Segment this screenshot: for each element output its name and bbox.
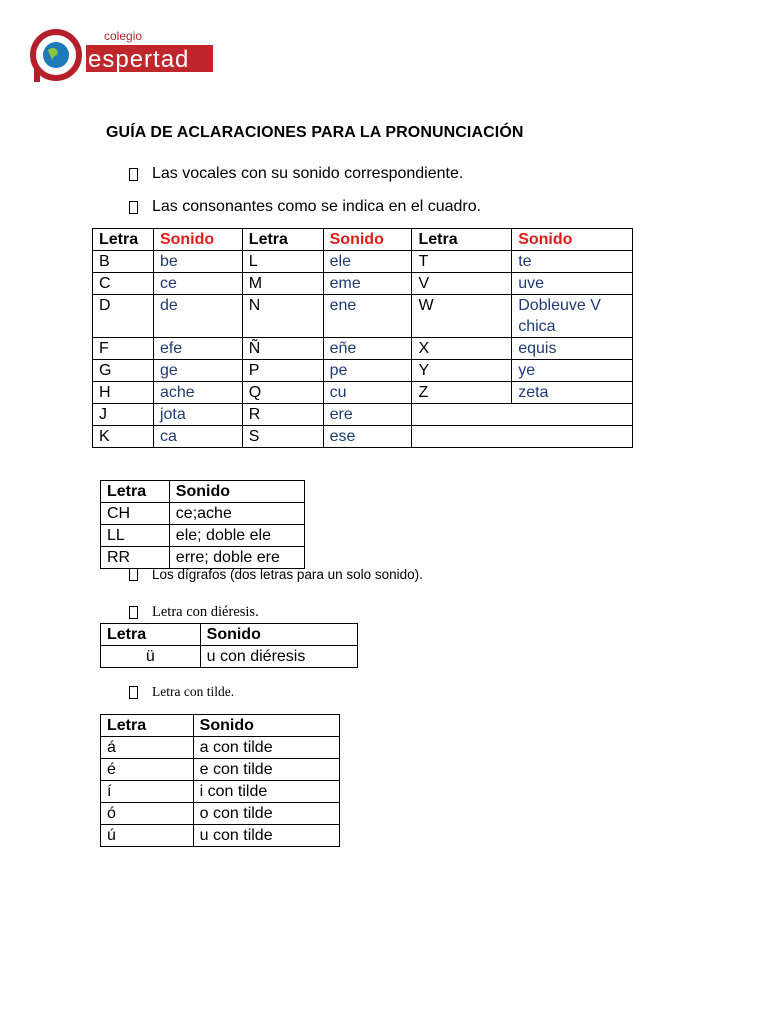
bullet-tilde [129,684,234,700]
letter-cell: N [242,295,323,338]
sound-cell: ere [323,404,412,426]
table-header-row [101,481,305,503]
sound-cell: jota [153,404,242,426]
letter-cell: V [412,273,512,295]
letter-cell: D [93,295,154,338]
sound-cell: u con tilde [193,825,339,847]
letter-cell: R [242,404,323,426]
letter-cell: T [412,251,512,273]
bullet-box-icon [129,568,138,581]
letter-cell: ó [101,803,194,825]
sound-cell: ene [323,295,412,338]
column-header: Letra [412,229,512,251]
column-header: Sonido [193,715,339,737]
bullet-text: Las consonantes como se indica en el cuadro. [152,198,482,215]
letter-cell: LL [101,525,170,547]
table-header-row [93,229,633,251]
empty-cell [412,404,633,426]
page-title: GUÍA DE ACLARACIONES PARA LA PRONUNCIACIÓN [106,124,524,141]
table-row [101,781,340,803]
letter-cell: á [101,737,194,759]
column-header: Sonido [200,624,357,646]
letter-cell: CH [101,503,170,525]
table-row [101,803,340,825]
sound-cell: de [153,295,242,338]
table-row [93,338,633,360]
letter-cell: Y [412,360,512,382]
letter-cell: G [93,360,154,382]
table-row [101,737,340,759]
bullet-box-icon [129,201,138,214]
sound-cell: ye [512,360,633,382]
column-header: Letra [101,715,194,737]
table-row [93,404,633,426]
letter-cell: M [242,273,323,295]
sound-cell: ge [153,360,242,382]
sound-cell: ca [153,426,242,448]
column-header: Letra [242,229,323,251]
column-header: Letra [93,229,154,251]
table-row [101,759,340,781]
table-header-row [101,624,358,646]
bullet-vowels [129,165,463,183]
letter-cell: H [93,382,154,404]
bullet-box-icon [129,606,138,619]
sound-cell: u con diéresis [200,646,357,668]
bullet-box-icon [129,168,138,181]
column-header: Sonido [512,229,633,251]
sound-cell: efe [153,338,242,360]
table-row [93,360,633,382]
sound-cell: e con tilde [193,759,339,781]
column-header: Sonido [169,481,304,503]
letter-cell: F [93,338,154,360]
column-header: Letra [101,481,170,503]
bullet-text: Las vocales con su sonido correspondiente. [152,165,464,182]
sound-cell: uve [512,273,633,295]
letter-cell: L [242,251,323,273]
sound-cell: ce [153,273,242,295]
table-row [101,646,358,668]
bullet-digraphs [129,567,423,582]
sound-cell: ele [323,251,412,273]
consonants-table [92,228,633,448]
sound-cell: i con tilde [193,781,339,803]
sound-cell: pe [323,360,412,382]
letter-cell: Ñ [242,338,323,360]
letter-cell: é [101,759,194,781]
sound-cell: o con tilde [193,803,339,825]
letter-cell: ü [101,646,201,668]
globe-icon [33,32,79,82]
sound-cell: ache [153,382,242,404]
sound-cell: eme [323,273,412,295]
letter-cell: S [242,426,323,448]
sound-cell: equis [512,338,633,360]
letter-cell: W [412,295,512,338]
bullet-dieresis [129,604,259,621]
logo-big-text: espertad [88,46,190,73]
sound-cell: te [512,251,633,273]
bullet-consonants [129,198,481,216]
digraphs-table [100,480,305,569]
table-row [101,547,305,569]
table-row [93,295,633,338]
sound-cell: a con tilde [193,737,339,759]
table-row [93,273,633,295]
table-header-row [101,715,340,737]
bullet-text: Los dígrafos (dos letras para un solo sonido). [152,567,423,582]
letter-cell: Q [242,382,323,404]
letter-cell: J [93,404,154,426]
letter-cell: Z [412,382,512,404]
letter-cell: RR [101,547,170,569]
column-header: Sonido [323,229,412,251]
bullet-box-icon [129,686,138,699]
logo-small-text: colegio [104,29,143,43]
bullet-text: Letra con diéresis. [152,604,259,620]
empty-cell [412,426,633,448]
table-row [101,525,305,547]
letter-cell: P [242,360,323,382]
sound-cell: ce;ache [169,503,304,525]
dieresis-table [100,623,358,668]
tilde-table [100,714,340,847]
letter-cell: í [101,781,194,803]
letter-cell: C [93,273,154,295]
table-row [93,382,633,404]
bullet-text: Letra con tilde. [152,684,235,699]
letter-cell: B [93,251,154,273]
sound-cell: eñe [323,338,412,360]
sound-cell: erre; doble ere [169,547,304,569]
table-row [101,503,305,525]
column-header: Sonido [153,229,242,251]
sound-cell: cu [323,382,412,404]
table-row [93,251,633,273]
school-logo [30,24,220,86]
letter-cell: ú [101,825,194,847]
sound-cell: be [153,251,242,273]
column-header: Letra [101,624,201,646]
letter-cell: X [412,338,512,360]
table-row [101,825,340,847]
letter-cell: K [93,426,154,448]
sound-cell: ele; doble ele [169,525,304,547]
sound-cell: Dobleuve V chica [512,295,633,338]
sound-cell: ese [323,426,412,448]
table-row [93,426,633,448]
sound-cell: zeta [512,382,633,404]
